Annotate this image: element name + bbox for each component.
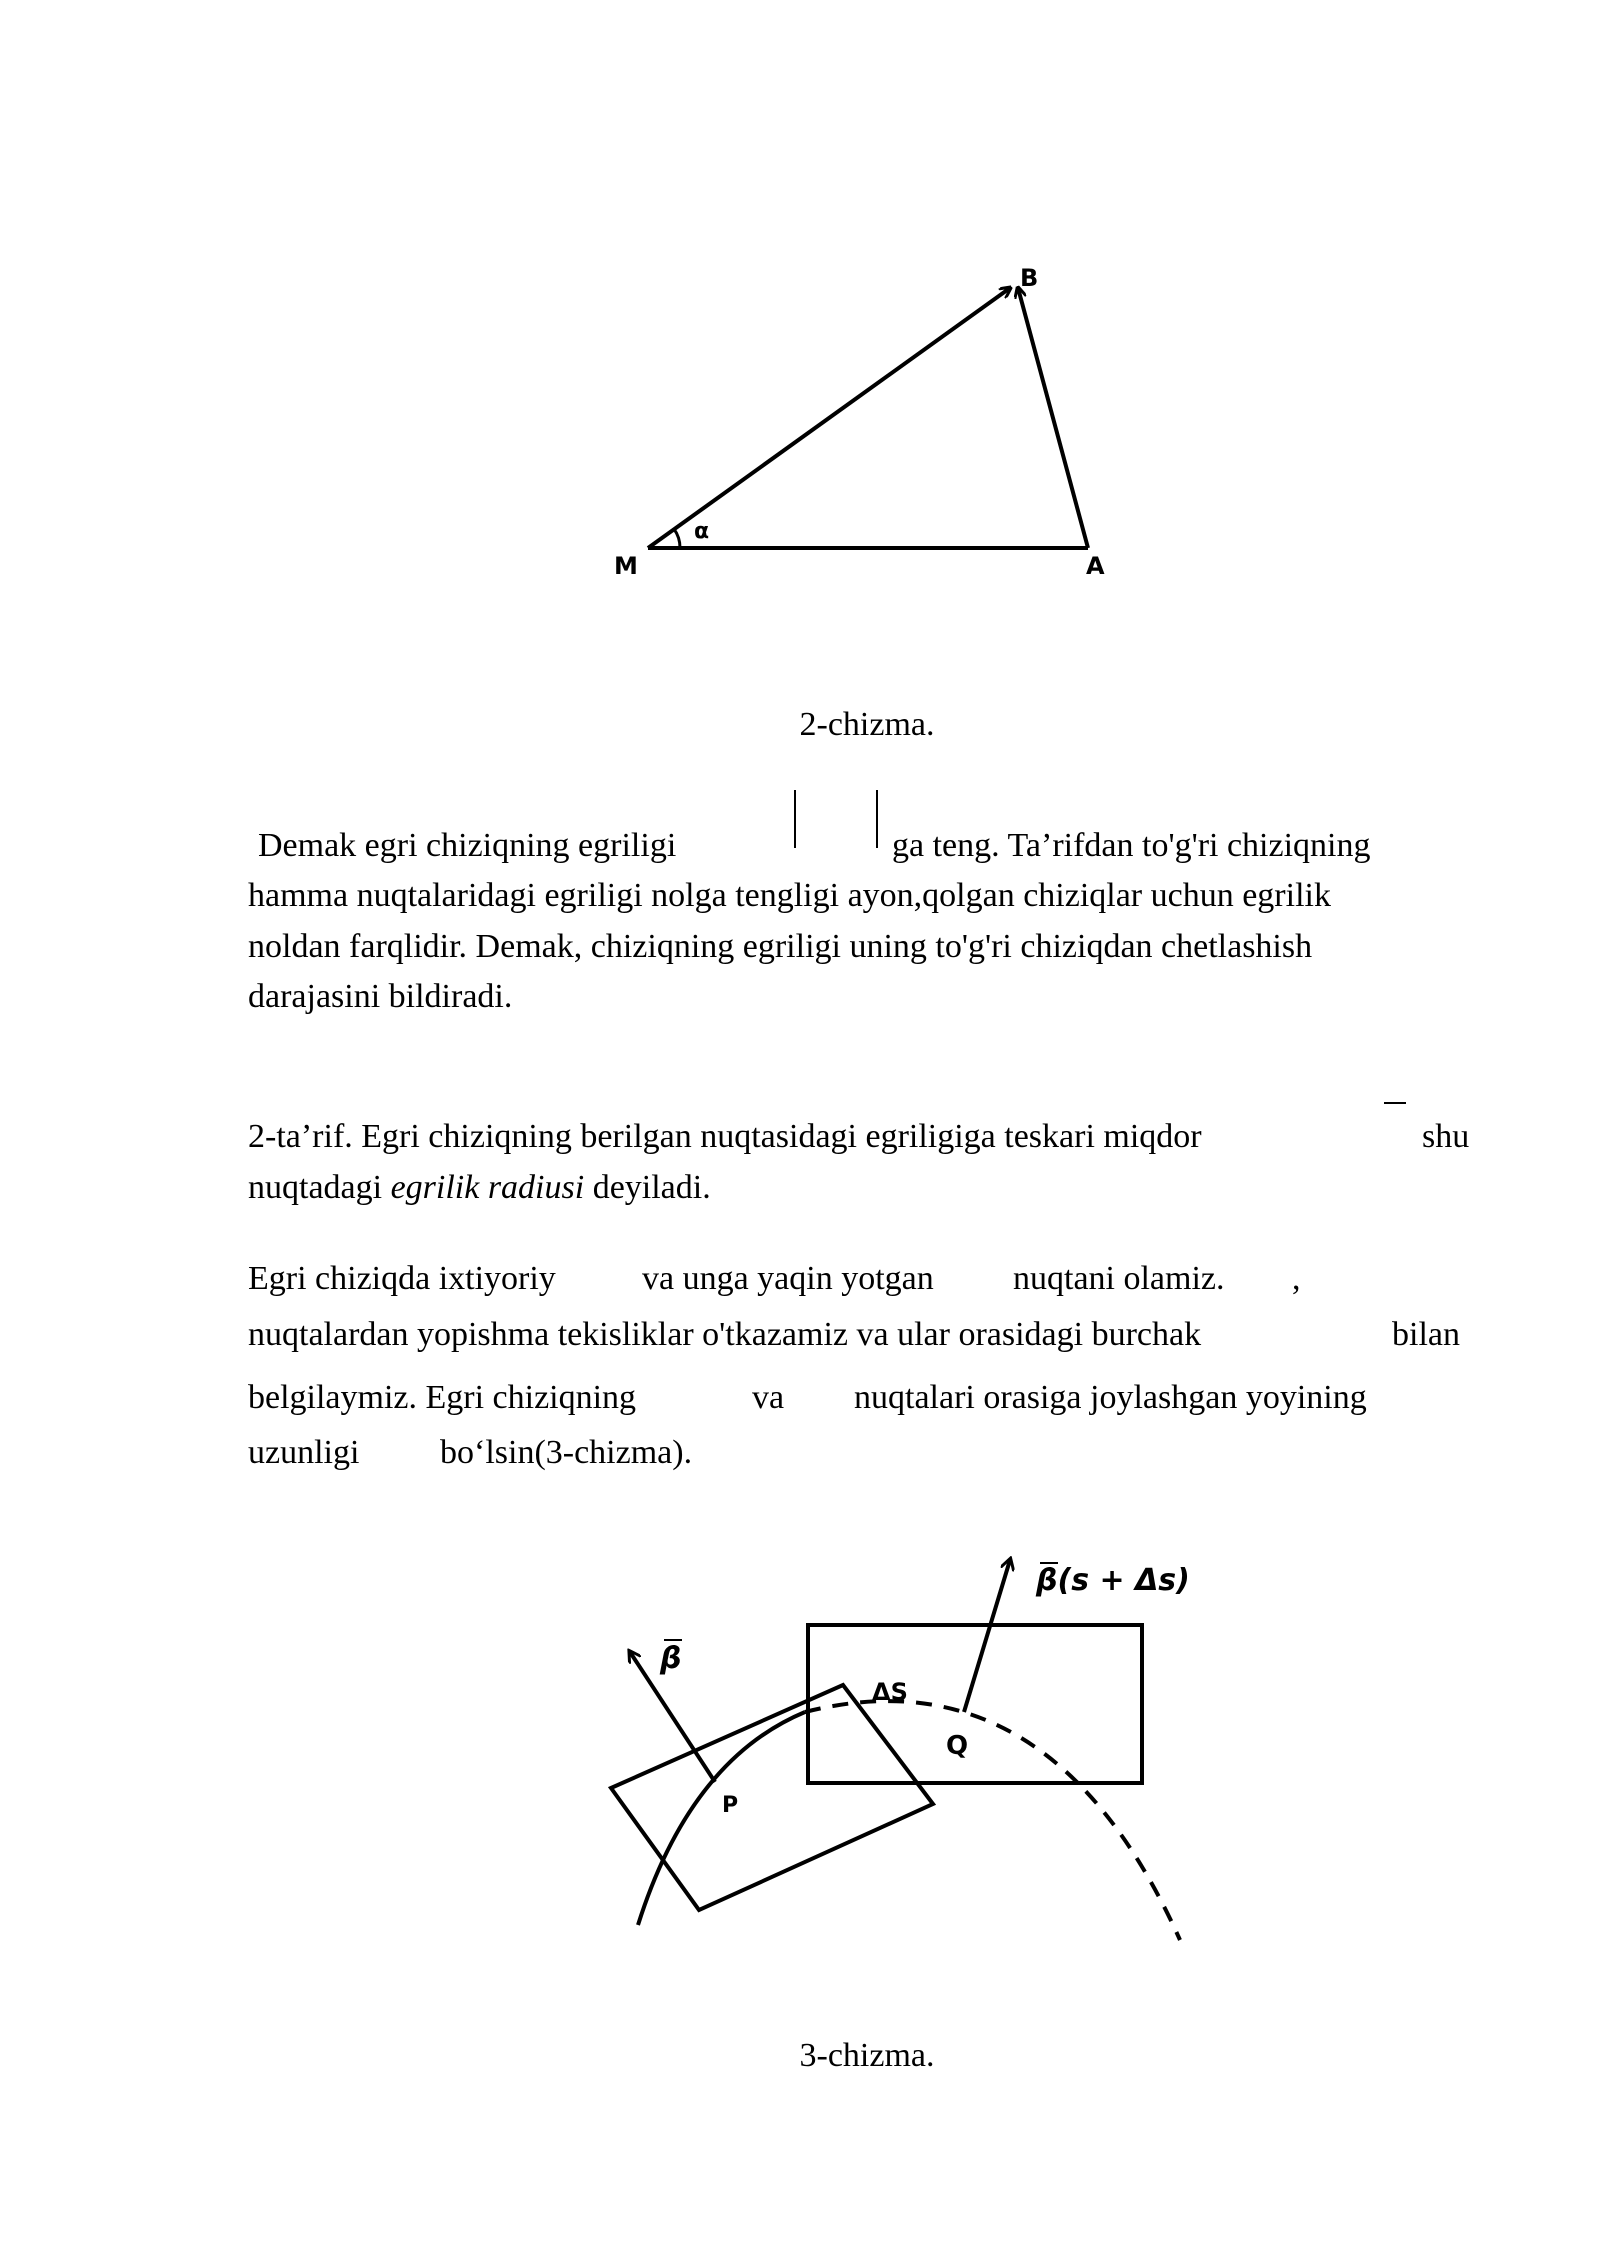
curve-solid bbox=[638, 1712, 805, 1925]
label-beta-shift-rest: (s + Δs) bbox=[1057, 1563, 1190, 1598]
para1-line3: noldan farqlidir. Demak, chiziqning egriligi uning to'g'ri chiziqdan chetlashish bbox=[248, 928, 1313, 965]
para2-l3b: va bbox=[752, 1379, 785, 1416]
vector-ab bbox=[1018, 288, 1088, 548]
label-delta-s: ΔS bbox=[872, 1678, 908, 1706]
para2-l2a: nuqtalardan yopishma tekisliklar o'tkazamiz va ular orasidagi burchak bbox=[248, 1316, 1202, 1353]
angle-arc bbox=[674, 529, 680, 548]
para2-l1d: , bbox=[1292, 1260, 1301, 1297]
label-beta-shift bbox=[1035, 1563, 1190, 1598]
def-term: egrilik radiusi bbox=[390, 1169, 585, 1206]
def-line2 bbox=[248, 1171, 711, 1205]
figure-3-caption: 3-chizma. bbox=[799, 2037, 935, 2074]
para1-line1a: Demak egri chiziqning egriligi bbox=[258, 827, 677, 864]
para2-l1b: va unga yaqin yotgan bbox=[642, 1260, 934, 1297]
label-b: B bbox=[1020, 264, 1039, 292]
figure-2-caption: 2-chizma. bbox=[799, 706, 935, 743]
abs-bar-right bbox=[876, 790, 878, 848]
para1-line1b: ga teng. Ta’rifdan to'g'ri chiziqning bbox=[892, 827, 1371, 864]
para2-l3c: nuqtalari orasiga joylashgan yoyining bbox=[854, 1379, 1367, 1416]
para2-l3a: belgilaymiz. Egri chiziqning bbox=[248, 1379, 637, 1416]
vector-mb bbox=[648, 288, 1010, 548]
def-line2a: nuqtadagi bbox=[248, 1169, 383, 1206]
para1-line2: hamma nuqtalaridagi egriligi nolga tengligi ayon,qolgan chiziqlar uchun egrilik bbox=[248, 877, 1331, 914]
label-alpha: α bbox=[694, 519, 710, 544]
def-line1b: shu bbox=[1422, 1118, 1470, 1155]
figure-3-diagram bbox=[0, 1520, 1600, 1970]
para1-line4: darajasini bildiradi. bbox=[248, 978, 513, 1015]
def-line2b: deyiladi. bbox=[592, 1169, 711, 1206]
label-q: Q bbox=[946, 1731, 969, 1761]
label-p: P bbox=[722, 1793, 739, 1818]
para2-l4a: uzunligi bbox=[248, 1434, 360, 1471]
para2-l2b: bilan bbox=[1392, 1316, 1460, 1353]
para2-l1c: nuqtani olamiz. bbox=[1013, 1260, 1225, 1297]
plane-p bbox=[611, 1685, 933, 1910]
vector-beta-q bbox=[964, 1560, 1010, 1712]
label-a: A bbox=[1086, 552, 1105, 580]
curve-dashed bbox=[805, 1701, 1180, 1940]
para2-l4b: bo‘lsin(3-chizma). bbox=[440, 1434, 693, 1471]
para2-l1a: Egri chiziqda ixtiyoriy bbox=[248, 1260, 556, 1297]
overline-mark bbox=[1384, 1102, 1406, 1104]
abs-bar-left bbox=[794, 790, 796, 848]
label-beta-shift-beta: β bbox=[1036, 1563, 1058, 1598]
figure-2-diagram bbox=[0, 0, 1600, 620]
label-m: M bbox=[614, 552, 638, 580]
def-line1a: 2-ta’rif. Egri chiziqning berilgan nuqtasidagi egriligiga teskari miqdor bbox=[248, 1118, 1202, 1155]
label-beta: β bbox=[660, 1641, 682, 1676]
